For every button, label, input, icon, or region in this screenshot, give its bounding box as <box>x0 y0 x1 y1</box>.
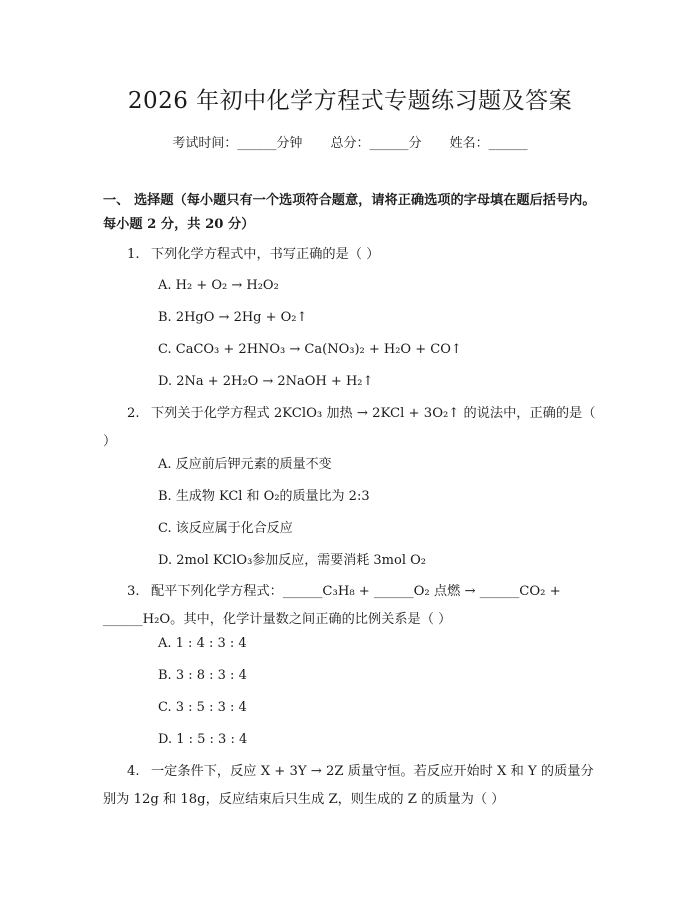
student-name: 姓名：______ <box>449 136 528 151</box>
option-b: B. 3 : 8 : 3 : 4 <box>158 668 247 683</box>
section-heading: 一、 选择题（每小题只有一个选项符合题意，请将正确选项的字母填在题后括号内。每小题 2 分，共 20 分） <box>103 193 596 232</box>
total-score: 总分：______分 <box>330 136 422 151</box>
question-stem: 一定条件下，反应 X + 3Y → 2Z 质量守恒。若反应开始时 X 和 Y 的质量分别为 12g 和 18g，反应结束后只生成 Z，则生成的 Z 的质量为（ ） <box>103 764 594 807</box>
option-a: A. H₂ + O₂ → H₂O₂ <box>158 278 279 293</box>
option-c: C. 3 : 5 : 3 : 4 <box>158 700 247 715</box>
page-title: 2026 年初中化学方程式专题练习题及答案 <box>127 88 573 114</box>
question-number: 3. <box>127 584 140 599</box>
question-4 <box>103 758 598 814</box>
question-number: 2. <box>127 406 140 421</box>
exam-info-line <box>0 132 700 151</box>
question-stem: 配平下列化学方程式：______C₃H₈ + ______O₂ 点燃 → ______CO₂ + ______H₂O。其中，化学计量数之间正确的比例关系是（ ） <box>103 584 561 627</box>
question-2 <box>103 400 598 456</box>
question-stem: 下列关于化学方程式 2KClO₃ 加热 → 2KCl + 3O₂↑ 的说法中，正确的是（ ） <box>103 406 596 449</box>
option-a: A. 反应前后钾元素的质量不变 <box>158 457 332 472</box>
option-d: D. 1 : 5 : 3 : 4 <box>158 732 248 747</box>
question-1 <box>103 241 598 269</box>
question-3 <box>103 578 598 634</box>
option-b: B. 生成物 KCl 和 O₂的质量比为 2:3 <box>158 489 370 504</box>
option-c: C. CaCO₃ + 2HNO₃ → Ca(NO₃)₂ + H₂O + CO↑ <box>158 342 462 357</box>
option-d: D. 2Na + 2H₂O → 2NaOH + H₂↑ <box>158 374 374 389</box>
option-b: B. 2HgO → 2Hg + O₂↑ <box>158 310 308 325</box>
option-c: C. 该反应属于化合反应 <box>158 521 293 536</box>
question-number: 1. <box>127 247 140 262</box>
exam-time: 考试时间：______分钟 <box>172 136 303 151</box>
option-a: A. 1 : 4 : 3 : 4 <box>158 636 247 651</box>
question-stem: 下列化学方程式中，书写正确的是（ ） <box>151 247 380 262</box>
question-number: 4. <box>127 764 140 779</box>
option-d: D. 2mol KClO₃参加反应，需要消耗 3mol O₂ <box>158 553 426 568</box>
